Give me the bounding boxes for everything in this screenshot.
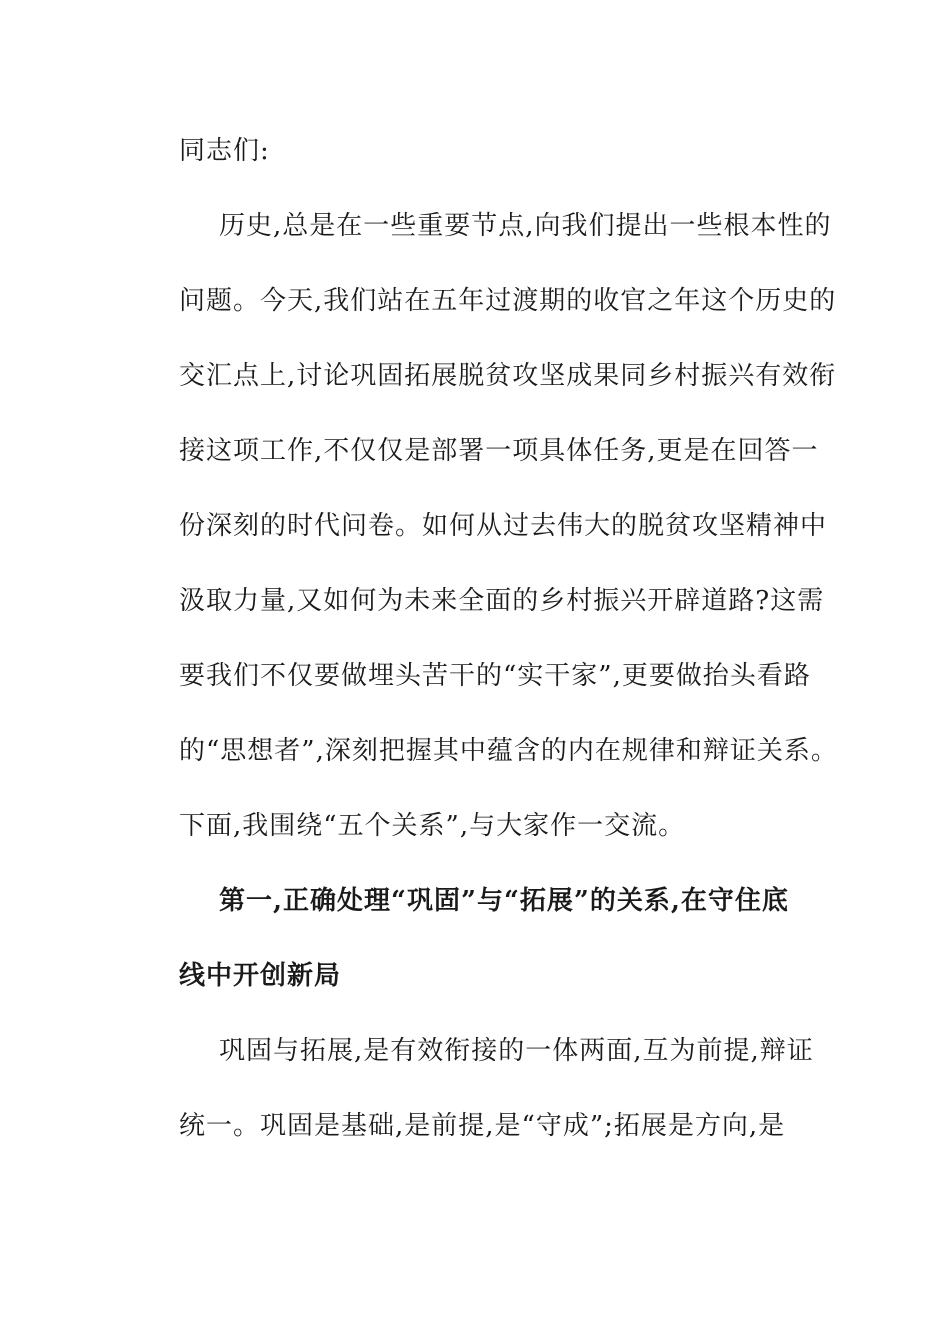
section-heading: 第一,正确处理“巩固”与“拓展”的关系,在守住底	[219, 886, 789, 916]
paragraph-line: 统一。巩固是基础,是前提,是“守成”;拓展是方向,是	[179, 1111, 786, 1141]
section-heading: 线中开创新局	[179, 961, 342, 991]
paragraph-line: 问题。今天,我们站在五年过渡期的收官之年这个历史的	[179, 286, 837, 316]
paragraph-line: 巩固与拓展,是有效衔接的一体两面,互为前提,辩证	[219, 1036, 814, 1066]
paragraph-line: 汲取力量,又如何为未来全面的乡村振兴开辟道路?这需	[179, 586, 825, 616]
paragraph-line: 历史,总是在一些重要节点,向我们提出一些根本性的	[219, 211, 832, 241]
paragraph-line: 下面,我围绕“五个关系”,与大家作一交流。	[179, 811, 686, 841]
paragraph-line: 要我们不仅要做埋头苦干的“实干家”,更要做抬头看路	[179, 661, 811, 691]
salutation: 同志们:	[179, 136, 270, 166]
paragraph-line: 份深刻的时代问卷。如何从过去伟大的脱贫攻坚精神中	[179, 511, 828, 541]
paragraph-line: 的“思想者”,深刻把握其中蕴含的内在规律和辩证关系。	[179, 736, 838, 766]
paragraph-line: 接这项工作,不仅仅是部署一项具体任务,更是在回答一	[179, 436, 819, 466]
paragraph-line: 交汇点上,讨论巩固拓展脱贫攻坚成果同乡村振兴有效衔	[179, 361, 837, 391]
